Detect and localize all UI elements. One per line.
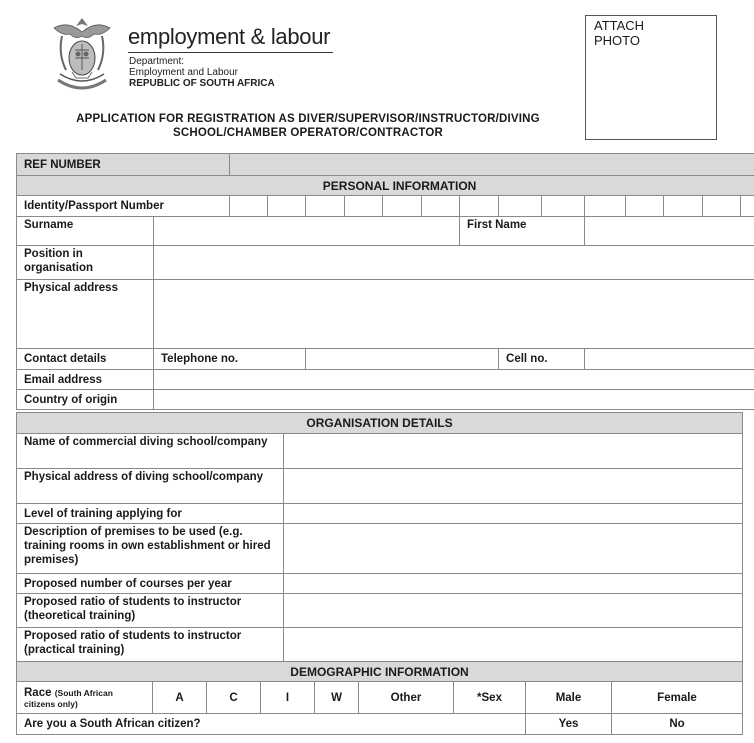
organisation-details-heading: ORGANISATION DETAILS — [17, 413, 743, 434]
identity-digit-box[interactable] — [626, 196, 664, 217]
department-line-1: Department: — [129, 56, 185, 67]
school-name-label: Name of commercial diving school/company — [17, 434, 284, 469]
courses-per-year-label: Proposed number of courses per year — [17, 574, 284, 594]
document-title — [18, 112, 598, 140]
identity-digit-box[interactable] — [664, 196, 703, 217]
ratio-practical-field[interactable] — [284, 628, 743, 662]
ref-number-field[interactable] — [230, 154, 754, 176]
citizen-option-yes[interactable]: Yes — [526, 714, 612, 735]
email-field[interactable] — [154, 370, 754, 390]
race-option-a[interactable]: A — [153, 682, 207, 714]
photo-box-line-2: PHOTO — [594, 33, 640, 48]
first-name-field[interactable] — [585, 217, 754, 246]
identity-digit-box[interactable] — [268, 196, 306, 217]
country-field[interactable] — [154, 390, 754, 410]
identity-digit-box[interactable] — [422, 196, 460, 217]
ratio-practical-label: Proposed ratio of students to instructor (practical training) — [17, 628, 284, 662]
demographic-information-table — [16, 661, 743, 735]
demographic-information-heading: DEMOGRAPHIC INFORMATION — [17, 662, 743, 682]
premises-field[interactable] — [284, 524, 743, 574]
school-address-label: Physical address of diving school/company — [17, 469, 284, 504]
sex-option-female[interactable]: Female — [612, 682, 743, 714]
race-option-other[interactable]: Other — [359, 682, 454, 714]
cell-label: Cell no. — [499, 349, 585, 370]
identity-digit-box[interactable] — [230, 196, 268, 217]
identity-digit-box[interactable] — [703, 196, 741, 217]
identity-digit-box[interactable] — [460, 196, 499, 217]
ratio-theoretical-field[interactable] — [284, 594, 743, 628]
physical-address-label: Physical address — [17, 280, 154, 349]
courses-per-year-field[interactable] — [284, 574, 743, 594]
telephone-field[interactable] — [306, 349, 499, 370]
school-address-field[interactable] — [284, 469, 743, 504]
premises-label: Description of premises to be used (e.g. training rooms in own establishment or hired premises) — [17, 524, 284, 574]
citizen-option-no[interactable]: No — [612, 714, 743, 735]
document-title-line-2: SCHOOL/CHAMBER OPERATOR/CONTRACTOR — [172, 127, 444, 139]
citizen-question: Are you a South African citizen? — [17, 714, 526, 735]
position-label: Position in organisation — [17, 246, 154, 280]
first-name-label: First Name — [460, 217, 585, 246]
race-label: Race — [24, 687, 52, 699]
brand-title: employment & labour — [128, 24, 331, 49]
race-label-cell — [17, 682, 153, 714]
organisation-details-table — [16, 412, 743, 662]
telephone-label: Telephone no. — [154, 349, 306, 370]
personal-information-heading: PERSONAL INFORMATION — [17, 176, 754, 196]
race-option-i[interactable]: I — [261, 682, 315, 714]
contact-details-label: Contact details — [17, 349, 154, 370]
identity-digit-box[interactable] — [383, 196, 422, 217]
photo-box-line-1: ATTACH — [594, 18, 645, 33]
surname-field[interactable] — [154, 217, 460, 246]
physical-address-field[interactable] — [154, 280, 754, 349]
sex-label: *Sex — [454, 682, 526, 714]
personal-information-table — [16, 153, 754, 410]
cell-field[interactable] — [585, 349, 754, 370]
document-title-line-1: APPLICATION FOR REGISTRATION AS DIVER/SUPERVISOR/INSTRUCTOR/DIVING — [76, 113, 540, 125]
position-field[interactable] — [154, 246, 754, 280]
race-note-1: (South African — [54, 688, 113, 698]
identity-digit-box[interactable] — [585, 196, 626, 217]
attach-photo-box[interactable] — [585, 15, 717, 140]
brand-rule — [128, 52, 333, 53]
department-line-3: REPUBLIC OF SOUTH AFRICA — [129, 78, 275, 89]
race-option-c[interactable]: C — [207, 682, 261, 714]
coat-of-arms-logo — [48, 14, 116, 96]
surname-label: Surname — [17, 217, 154, 246]
country-label: Country of origin — [17, 390, 154, 410]
identity-digit-box[interactable] — [741, 196, 754, 217]
identity-digit-box[interactable] — [306, 196, 345, 217]
identity-digit-box[interactable] — [542, 196, 585, 217]
training-level-field[interactable] — [284, 504, 743, 524]
identity-digit-box[interactable] — [499, 196, 542, 217]
email-label: Email address — [17, 370, 154, 390]
ratio-theoretical-label: Proposed ratio of students to instructor (theoretical training) — [17, 594, 284, 628]
identity-digit-box[interactable] — [345, 196, 383, 217]
race-note-2: citizens only) — [24, 699, 78, 709]
ref-number-label: REF NUMBER — [17, 154, 230, 176]
sex-option-male[interactable]: Male — [526, 682, 612, 714]
training-level-label: Level of training applying for — [17, 504, 284, 524]
school-name-field[interactable] — [284, 434, 743, 469]
identity-number-label: Identity/Passport Number — [17, 196, 230, 217]
race-option-w[interactable]: W — [315, 682, 359, 714]
department-line-2: Employment and Labour — [129, 67, 238, 78]
